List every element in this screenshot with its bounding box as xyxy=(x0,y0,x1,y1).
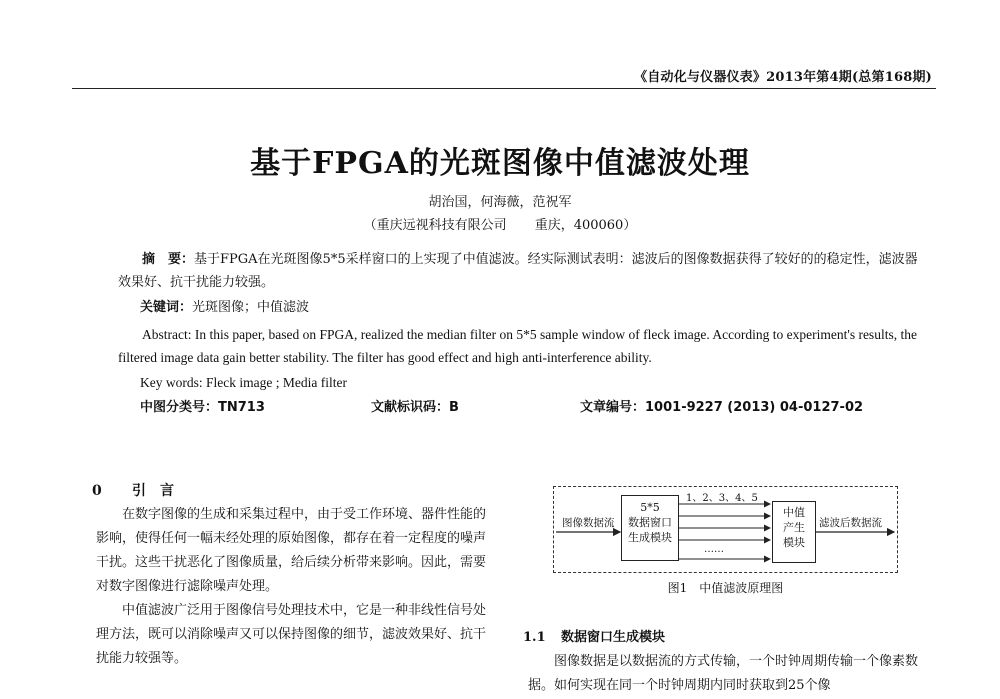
output-label: 滤波后数据流 xyxy=(819,517,882,529)
section-0-number: 0 xyxy=(92,483,102,499)
affiliation-city: 重庆，400060） xyxy=(534,218,637,233)
figure-1-diagram xyxy=(553,486,898,573)
abstract-en: Abstract: In this paper, based on FPGA, realized the median filter on 5*5 sample window of fleck image. According to experiment's results, the filtered image data gain better stability. The filter has good effect and high anti-interference ability. xyxy=(118,327,917,365)
figure-1-caption: 图1 中值滤波原理图 xyxy=(667,581,784,595)
abstract-cn-text: 基于FPGA在光斑图像5*5采样窗口的上实现了中值滤波。经实际测试表明：滤波后的图像数据获得了较好的的稳定性，滤波器效果好、抗干扰能力较强。 xyxy=(118,252,918,290)
section-1-1-title: 数据窗口生成模块 xyxy=(561,630,666,645)
input-label: 图像数据流 xyxy=(562,517,615,529)
window-generation-block xyxy=(621,495,679,561)
clc-value: TN713 xyxy=(218,400,265,415)
section-1-1-body: 图像数据是以数据流的方式传输，一个时钟周期传输一个像素数据。如何实现在同一个时钟周期内同时获取到25个像 xyxy=(528,654,919,693)
channel-labels: 1、2、3、4、5 xyxy=(686,493,758,504)
article-number-label: 文章编号： xyxy=(580,400,646,415)
article-number-value: 1001-9227 (2013) 04-0127-02 xyxy=(645,400,864,415)
header-rule xyxy=(72,88,936,89)
journal-header: 《自动化与仪器仪表》2013年第4期(总第168期) xyxy=(634,70,932,85)
section-0-paragraph-2: 中值滤波广泛用于图像信号处理技术中，它是一种非线性信号处理方法，既可以消除噪声又可以保持图像的细节，滤波效果好、抗干扰能力较强等。 xyxy=(96,603,487,666)
section-1-1-number: 1.1 xyxy=(523,630,546,645)
authors: 胡治国，何海薇，范祝军 xyxy=(428,195,572,210)
section-0-paragraph-1: 在数字图像的生成和采集过程中，由于受工作环境、器件性能的影响，使得任何一幅未经处理的原始图像，都存在着一定程度的噪声干扰。这些干扰恶化了图像质量，给后续分析带来影响。因此，需要对数字图像进行滤除噪声处理。 xyxy=(96,507,487,594)
affiliation-org: （重庆远视科技有限公司 xyxy=(363,218,507,233)
block2-line1: 中值 xyxy=(783,506,805,519)
doc-code-value: B xyxy=(449,400,459,415)
doc-code xyxy=(371,396,459,415)
abstract-cn xyxy=(118,248,918,294)
channel-dots: …… xyxy=(704,544,724,555)
doc-code-label: 文献标识码： xyxy=(371,400,450,415)
affiliation xyxy=(0,214,1000,233)
article-number xyxy=(580,396,863,415)
clc-number xyxy=(140,396,265,415)
section-1-1-heading xyxy=(523,626,665,645)
abstract-cn-label: 摘 要： xyxy=(142,252,195,267)
block1-line2: 数据窗口 xyxy=(628,516,672,529)
section-0-title: 引 言 xyxy=(132,483,174,499)
paper-title: 基于FPGA的光斑图像中值滤波处理 xyxy=(250,146,750,181)
keywords-cn xyxy=(140,296,309,319)
keywords-cn-label: 关键词： xyxy=(140,300,193,315)
median-generation-block xyxy=(772,501,816,563)
block2-line3: 模块 xyxy=(783,536,805,549)
keywords-en: Key words: Fleck image ; Media filter xyxy=(140,375,347,390)
section-0-body xyxy=(96,503,490,671)
section-0-heading xyxy=(92,480,174,500)
keywords-cn-text: 光斑图像；中值滤波 xyxy=(192,300,310,315)
block1-line3: 生成模块 xyxy=(628,531,672,544)
block1-line1: 5*5 xyxy=(640,501,660,514)
clc-label: 中图分类号： xyxy=(140,400,219,415)
block2-line2: 产生 xyxy=(783,521,805,534)
